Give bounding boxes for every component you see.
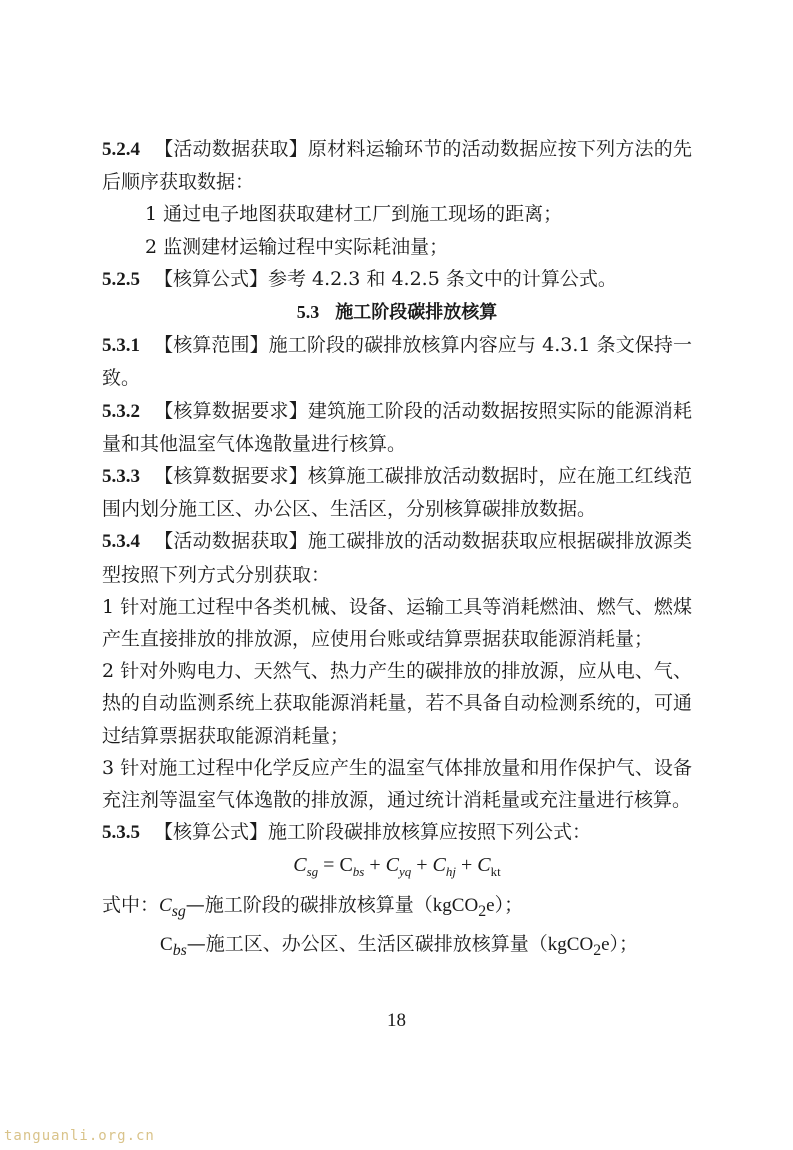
unit: kgCO$_2$e <box>432 894 495 920</box>
formula-symbol: C <box>293 854 307 877</box>
where-label: 式中： <box>102 893 160 916</box>
clause-number: 5.2.5 <box>102 268 140 290</box>
formula-operator: + <box>411 854 433 877</box>
clause-text: 【活动数据获取】施工碳排放的活动数据获取应根据碳排放源类型按照下列方式分别获取： <box>102 530 692 586</box>
definition-subscript: sg <box>171 902 186 920</box>
section-heading <box>102 296 692 329</box>
formula-symbol: C <box>339 854 353 877</box>
clause-text: 【活动数据获取】原材料运输环节的活动数据应按下列方法的先后顺序获取数据： <box>102 138 692 194</box>
clause-number: 5.3.5 <box>102 822 140 844</box>
formula-operator: = <box>318 854 340 877</box>
definition-text: —施工区、办公区、生活区碳排放核算量（ <box>186 932 548 955</box>
clause-5-3-5 <box>102 816 692 849</box>
definition-text: —施工阶段的碳排放核算量（ <box>185 893 433 916</box>
definition-end: ）； <box>494 893 524 916</box>
clause-text: 【核算范围】施工阶段的碳排放核算内容应与 4.3.1 条文保持一致。 <box>102 334 692 390</box>
clause-number: 5.2.4 <box>102 139 140 160</box>
definition-end: ）； <box>609 932 639 955</box>
clause-number: 5.3.4 <box>102 531 140 553</box>
clause-text: 【核算公式】施工阶段碳排放核算应按照下列公式： <box>154 821 592 844</box>
definition-symbol: C <box>160 933 173 955</box>
formula <box>102 849 692 888</box>
clause-5-3-3 <box>102 460 692 525</box>
definition-line <box>102 928 692 967</box>
list-item: 2 针对外购电力、天然气、热力产生的碳排放的排放源，应从电、气、热的自动监测系统上获取能源消耗量，若不具备自动检测系统的，可通过结算票据获取能源消耗量； <box>102 660 692 747</box>
clause-text: 【核算数据要求】核算施工碳排放活动数据时，应在施工红线范围内划分施工区、办公区、生活区，分别核算碳排放数据。 <box>102 465 692 521</box>
clause-number: 5.3.2 <box>102 400 140 422</box>
list-item: 1 针对施工过程中各类机械、设备、运输工具等消耗燃油、燃气、燃煤产生直接排放的排放源，应使用台账或结算票据获取能源消耗量； <box>102 595 692 651</box>
list-item: 2 监测建材运输过程中实际耗油量； <box>145 235 449 258</box>
formula-subscript: kt <box>490 864 501 880</box>
clause-number: 5.3.1 <box>102 335 140 357</box>
unit: kgCO$_2$e <box>547 933 610 959</box>
definition-subscript: bs <box>172 941 187 959</box>
formula-subscript: bs <box>352 864 365 880</box>
formula-subscript: yq <box>398 864 412 880</box>
clause-text: 【核算数据要求】建筑施工阶段的活动数据按照实际的能源消耗量和其他温室气体逸散量进行核算。 <box>102 399 692 455</box>
formula-symbol: C <box>385 854 399 877</box>
definition-symbol: C <box>159 894 172 916</box>
formula-symbol: C <box>432 854 446 877</box>
list-item: 3 针对施工过程中化学反应产生的温室气体排放量和用作保护气、设备充注剂等温室气体逸散的排放源，通过统计消耗量或充注量进行核算。 <box>102 756 692 812</box>
formula-symbol: C <box>477 854 491 877</box>
formula-operator: + <box>456 854 478 877</box>
clause-5-3-2 <box>102 395 692 460</box>
document-page <box>102 133 692 967</box>
clause-5-2-5 <box>102 263 692 296</box>
page-number: 18 <box>387 1010 406 1031</box>
definition-line <box>102 889 692 928</box>
clause-number: 5.3.3 <box>102 466 140 488</box>
clause-5-3-4 <box>102 525 692 590</box>
clause-text: 【核算公式】参考 4.2.3 和 4.2.5 条文中的计算公式。 <box>154 267 617 290</box>
formula-subscript: sg <box>306 864 319 880</box>
clause-5-2-4 <box>102 133 692 198</box>
list-item: 1 通过电子地图获取建材工厂到施工现场的距离； <box>145 203 563 226</box>
formula-operator: + <box>364 854 386 877</box>
formula-subscript: hj <box>445 864 456 880</box>
clause-5-3-1 <box>102 329 692 394</box>
watermark: tanguanli.org.cn <box>4 1128 155 1144</box>
section-number: 5.3 <box>296 302 320 323</box>
section-title: 施工阶段碳排放核算 <box>335 302 498 324</box>
